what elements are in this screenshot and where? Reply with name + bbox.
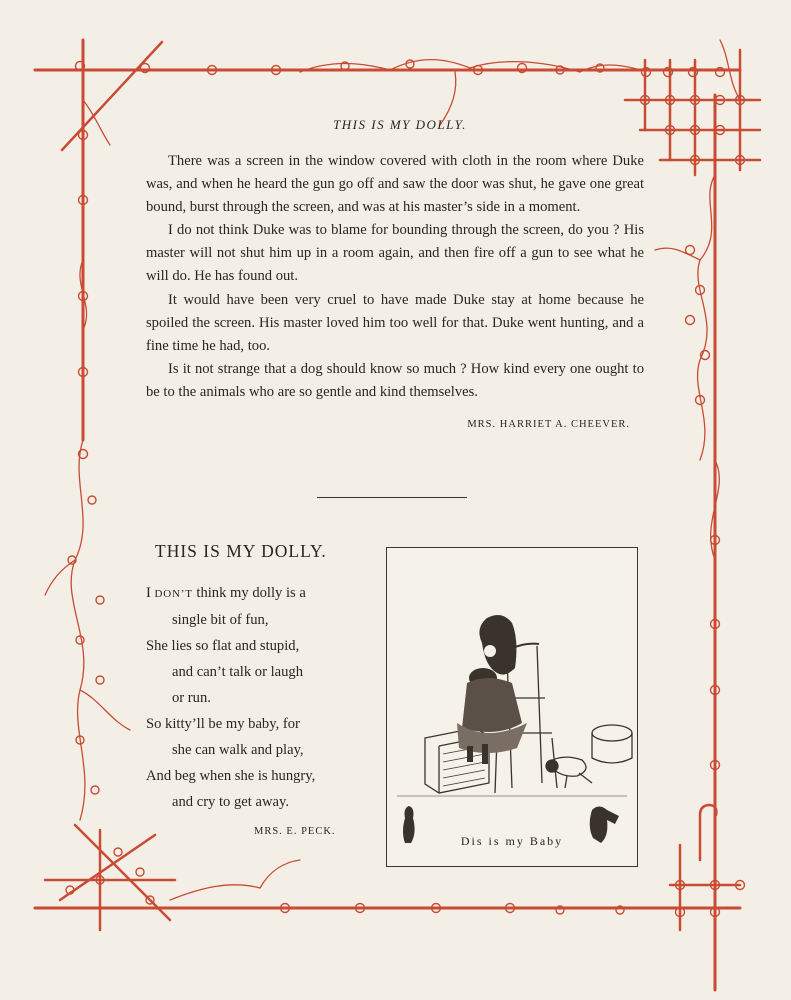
engraving-illustration	[386, 547, 638, 867]
poem-line: she can walk and play,	[172, 742, 304, 758]
cat-right-drawing	[590, 807, 619, 844]
illustration-caption: Dis is my Baby	[460, 834, 564, 848]
girl-drawing	[479, 615, 516, 675]
section-divider	[317, 497, 467, 498]
poem-line: or run.	[172, 690, 211, 706]
running-head: THIS IS MY DOLLY.	[333, 117, 467, 132]
story-paragraph: It would have been very cruel to have made Duke stay at home because he spoiled the screen. His master loved him too well for that. Duke went hunting, and a fine time he had, too.	[146, 291, 644, 354]
poem-author: MRS. E. PECK.	[254, 826, 336, 837]
poem-line: So kitty’ll be my baby, for	[146, 716, 300, 732]
story-paragraph: There was a screen in the window covered with cloth in the room where Duke was, and when he heard the gun go off and saw the door was shut, he gave one great bound, burst through the screen, and was at his master’s side in a moment.	[146, 153, 644, 216]
poem-line: And beg when she is hungry,	[146, 768, 316, 784]
poem	[146, 580, 368, 845]
story-paragraph: Is it not strange that a dog should know so much ? How kind every one ought to be to the animals who are so gentle and kind themselves.	[146, 360, 644, 400]
story-paragraph: I do not think Duke was to blame for bounding through the screen, do you ? His master will not shut him up in a room again, and then fire off a gun to see what he will do. He has found out.	[146, 222, 644, 285]
poem-initial: I	[146, 585, 151, 601]
poem-line: I DON’T think my dolly is a	[146, 585, 306, 601]
poem-title: THIS IS MY DOLLY.	[155, 541, 327, 561]
poem-line: and can’t talk or laugh	[172, 664, 304, 680]
story-author: MRS. HARRIET A. CHEEVER.	[467, 419, 630, 431]
poem-line: single bit of fun,	[172, 612, 269, 628]
poem-smallcaps-word: DON’T	[154, 588, 193, 600]
cat-left-drawing	[403, 806, 415, 843]
poem-line: and cry to get away.	[172, 794, 289, 810]
story-text	[146, 150, 644, 436]
poem-line: She lies so flat and stupid,	[146, 638, 300, 654]
